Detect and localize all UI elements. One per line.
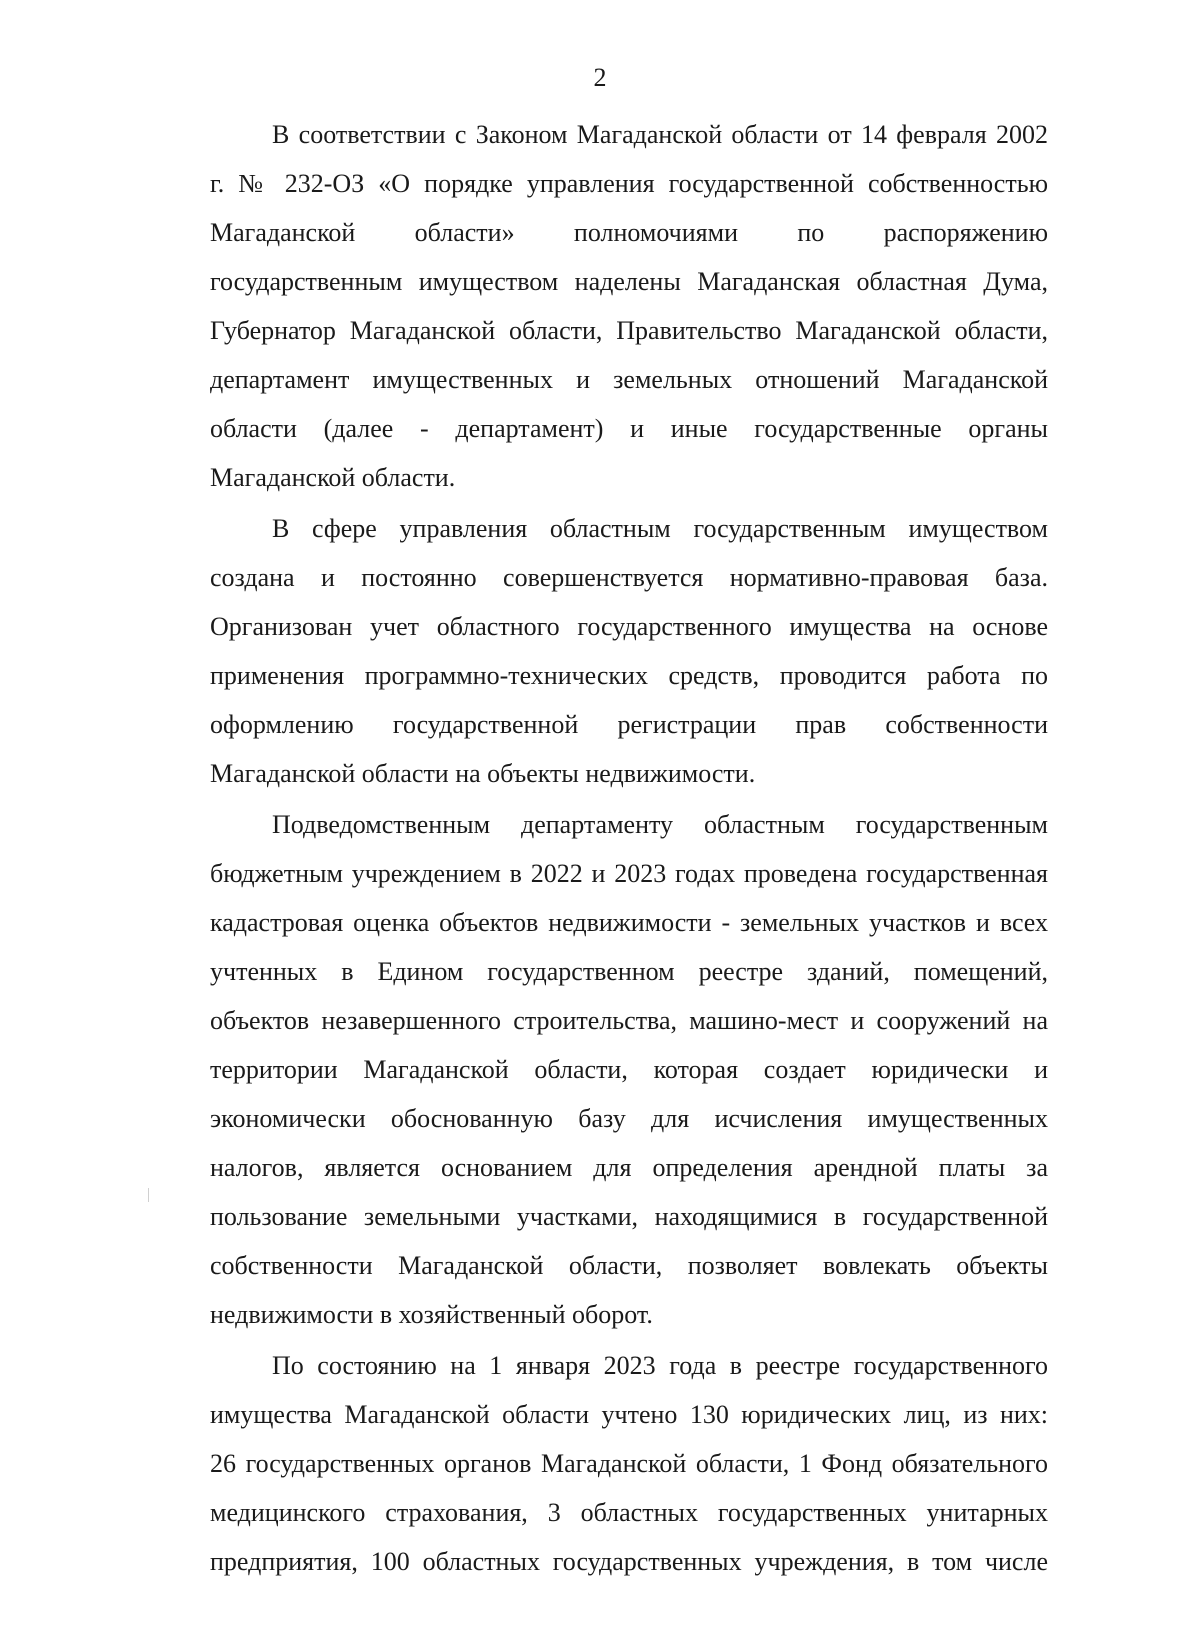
text-line: недвижимости в хозяйственный оборот.	[210, 1300, 653, 1329]
text-line: медицинского страхования, 3 областных государственных унитарных	[210, 1498, 1048, 1527]
text-line: департамент имущественных и земельных отношений Магаданской	[210, 365, 1048, 394]
text-line: Магаданской области.	[210, 463, 456, 492]
text-line: В соответствии с Законом Магаданской области от 14 февраля 2002	[272, 120, 1048, 149]
text-line: По состоянию на 1 января 2023 года в реестре государственного	[272, 1351, 1048, 1380]
text-line: кадастровая оценка объектов недвижимости - земельных участков и всех	[210, 908, 1048, 937]
text-line: государственным имуществом наделены Магаданская областная Дума,	[210, 267, 1048, 296]
text-line: бюджетным учреждением в 2022 и 2023 годах проведена государственная	[210, 859, 1048, 888]
text-line: экономически обоснованную базу для исчисления имущественных	[210, 1104, 1048, 1133]
text-line: создана и постоянно совершенствуется нормативно-правовая база.	[210, 563, 1048, 592]
text-line: учтенных в Едином государственном реестре зданий, помещений,	[210, 957, 1048, 986]
text-line: предприятия, 100 областных государственных учреждения, в том числе	[210, 1547, 1048, 1576]
text-line: Губернатор Магаданской области, Правительство Магаданской области,	[210, 316, 1048, 345]
text-line: имущества Магаданской области учтено 130 юридических лиц, из них:	[210, 1400, 1048, 1429]
text-line: оформлению государственной регистрации прав собственности	[210, 710, 1048, 739]
page-number: 2	[593, 63, 607, 92]
text-line: Подведомственным департаменту областным государственным	[272, 810, 1048, 839]
text-line: пользование земельными участками, находящимися в государственной	[210, 1202, 1048, 1231]
document-body	[210, 110, 1048, 1586]
text-line: В сфере управления областным государственным имуществом	[272, 514, 1048, 543]
text-line: объектов незавершенного строительства, машино-мест и сооружений на	[210, 1006, 1048, 1035]
text-line: налогов, является основанием для определения арендной платы за	[210, 1153, 1048, 1182]
text-line: территории Магаданской области, которая создает юридически и	[210, 1055, 1048, 1084]
scan-margin-mark	[148, 1188, 149, 1202]
text-line: применения программно-технических средств, проводится работа по	[210, 661, 1048, 690]
text-line: собственности Магаданской области, позволяет вовлекать объекты	[210, 1251, 1048, 1280]
paragraph-3	[210, 800, 1048, 1339]
text-line: области (далее - департамент) и иные государственные органы	[210, 414, 1048, 443]
text-line: 26 государственных органов Магаданской области, 1 Фонд обязательного	[210, 1449, 1048, 1478]
paragraph-1	[210, 110, 1048, 502]
text-line: Магаданской области» полномочиями по распоряжению	[210, 218, 1048, 247]
text-line: Магаданской области на объекты недвижимости.	[210, 759, 756, 788]
paragraph-2	[210, 504, 1048, 798]
text-line: г. № 232-ОЗ «О порядке управления государственной собственностью	[210, 169, 1048, 198]
text-line: Организован учет областного государственного имущества на основе	[210, 612, 1048, 641]
paragraph-4	[210, 1341, 1048, 1586]
